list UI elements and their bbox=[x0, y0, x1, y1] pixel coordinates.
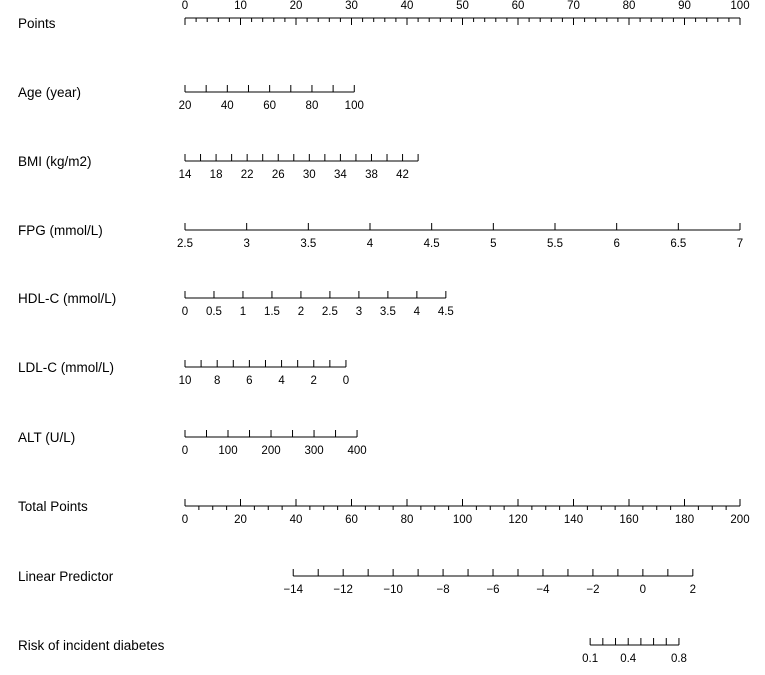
tick-label: 0 bbox=[181, 514, 189, 526]
tick-label: 3 bbox=[355, 306, 363, 318]
tick-label: 10 bbox=[234, 0, 247, 12]
tick-label: 3.5 bbox=[379, 306, 396, 318]
tick-label: 6 bbox=[246, 375, 253, 387]
row-alt-u-l bbox=[18, 430, 367, 457]
row-fpg-mmol-l bbox=[18, 223, 743, 250]
tick-label: 60 bbox=[511, 0, 525, 12]
row-bmi-kg-m2 bbox=[18, 154, 418, 181]
tick-label: 20 bbox=[178, 100, 192, 112]
tick-label: 5.5 bbox=[547, 238, 563, 250]
row-ldl-c-mmol-l bbox=[18, 360, 349, 387]
tick-label: 0 bbox=[342, 375, 350, 387]
tick-label: 0.5 bbox=[205, 306, 222, 318]
tick-label: 140 bbox=[563, 514, 584, 526]
tick-label: 1 bbox=[239, 306, 247, 318]
tick-label: 40 bbox=[289, 514, 303, 526]
tick-label: −2 bbox=[586, 584, 600, 596]
tick-label: −8 bbox=[436, 584, 450, 596]
tick-label: 4 bbox=[413, 306, 421, 318]
tick-label: 0 bbox=[181, 0, 189, 12]
tick-label: 200 bbox=[730, 514, 750, 526]
tick-label: 42 bbox=[396, 169, 409, 181]
row-label: BMI (kg/m2) bbox=[18, 154, 92, 169]
row-label: LDL-C (mmol/L) bbox=[18, 360, 115, 375]
tick-label: 300 bbox=[304, 445, 324, 457]
tick-label: 400 bbox=[347, 445, 367, 457]
tick-label: 0.8 bbox=[670, 653, 687, 665]
tick-label: 14 bbox=[178, 169, 192, 181]
row-label: HDL-C (mmol/L) bbox=[18, 291, 117, 306]
row-age-year bbox=[18, 85, 364, 112]
tick-label: 20 bbox=[289, 0, 303, 12]
tick-label: 200 bbox=[261, 445, 281, 457]
tick-label: 2 bbox=[297, 306, 305, 318]
row-label: Points bbox=[18, 16, 56, 31]
tick-label: 4.5 bbox=[423, 238, 440, 250]
tick-label: 0 bbox=[181, 306, 189, 318]
row-risk-of-incident-diabetes bbox=[18, 638, 687, 665]
row-label: Total Points bbox=[18, 499, 88, 514]
row-total-points bbox=[18, 499, 750, 526]
tick-label: −12 bbox=[333, 584, 353, 596]
tick-label: 100 bbox=[344, 100, 364, 112]
tick-label: 26 bbox=[271, 169, 285, 181]
tick-label: 4 bbox=[366, 238, 374, 250]
tick-label: 3 bbox=[243, 238, 250, 250]
tick-label: 100 bbox=[218, 445, 238, 457]
tick-label: 22 bbox=[240, 169, 254, 181]
tick-label: 38 bbox=[365, 169, 378, 181]
tick-label: 0.4 bbox=[620, 653, 637, 665]
tick-label: 60 bbox=[345, 514, 358, 526]
tick-label: 80 bbox=[305, 100, 319, 112]
tick-label: 6 bbox=[613, 238, 620, 250]
tick-label: 30 bbox=[345, 0, 358, 12]
tick-label: 4.5 bbox=[437, 306, 454, 318]
tick-label: −14 bbox=[283, 584, 303, 596]
tick-label: 5 bbox=[490, 238, 497, 250]
tick-label: −4 bbox=[536, 584, 550, 596]
tick-label: 8 bbox=[213, 375, 221, 387]
tick-label: 18 bbox=[209, 169, 223, 181]
tick-label: 2.5 bbox=[177, 238, 193, 250]
row-linear-predictor bbox=[18, 569, 696, 596]
tick-label: 1.5 bbox=[263, 306, 280, 318]
tick-label: 3.5 bbox=[300, 238, 317, 250]
tick-label: 100 bbox=[452, 514, 473, 526]
tick-label: 30 bbox=[302, 169, 316, 181]
tick-label: 40 bbox=[400, 0, 414, 12]
tick-label: 160 bbox=[619, 514, 639, 526]
tick-label: 80 bbox=[400, 514, 414, 526]
tick-label: 4 bbox=[278, 375, 285, 387]
tick-label: 34 bbox=[334, 169, 347, 181]
tick-label: 20 bbox=[234, 514, 247, 526]
tick-label: 50 bbox=[456, 0, 469, 12]
tick-label: 120 bbox=[508, 514, 528, 526]
row-label: ALT (U/L) bbox=[18, 430, 76, 445]
tick-label: 0 bbox=[181, 445, 189, 457]
tick-label: 70 bbox=[567, 0, 580, 12]
tick-label: 60 bbox=[263, 100, 277, 112]
tick-label: 100 bbox=[730, 0, 750, 12]
tick-label: 10 bbox=[178, 375, 192, 387]
tick-label: 80 bbox=[622, 0, 636, 12]
tick-label: 2 bbox=[689, 584, 697, 596]
tick-label: −6 bbox=[486, 584, 500, 596]
tick-label: −10 bbox=[383, 584, 403, 596]
tick-label: 7 bbox=[736, 238, 744, 250]
tick-label: 90 bbox=[678, 0, 691, 12]
row-points bbox=[18, 0, 750, 31]
row-label: Age (year) bbox=[18, 85, 82, 100]
tick-label: 180 bbox=[674, 514, 695, 526]
tick-label: 0 bbox=[639, 584, 647, 596]
row-hdl-c-mmol-l bbox=[18, 291, 454, 318]
tick-label: 0.1 bbox=[582, 653, 599, 665]
row-label: Linear Predictor bbox=[18, 569, 114, 584]
tick-label: 6.5 bbox=[670, 238, 687, 250]
tick-label: 2 bbox=[310, 375, 317, 387]
row-label: FPG (mmol/L) bbox=[18, 223, 103, 238]
tick-label: 2.5 bbox=[321, 306, 338, 318]
tick-label: 40 bbox=[220, 100, 234, 112]
row-label: Risk of incident diabetes bbox=[18, 638, 165, 653]
